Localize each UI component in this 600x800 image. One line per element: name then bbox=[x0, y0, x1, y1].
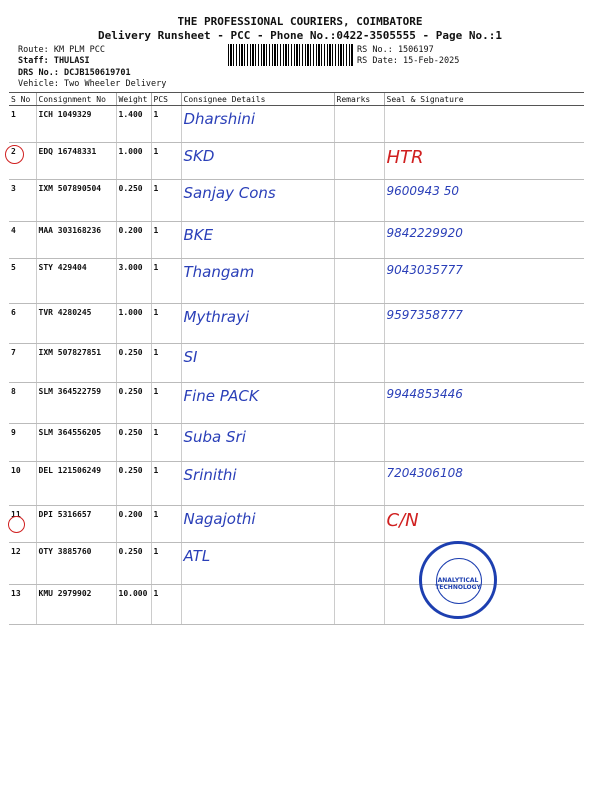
row-consignee bbox=[181, 585, 334, 625]
row-signature: 9600943 50 bbox=[384, 180, 584, 222]
row-consignment-no: STY 429404 bbox=[36, 259, 116, 304]
col-header-sno: S No bbox=[9, 93, 36, 106]
row-consignment-no: ICH 1049329 bbox=[36, 106, 116, 143]
table-row bbox=[9, 106, 584, 143]
row-weight: 0.250 bbox=[116, 462, 151, 506]
row-sno: 10 bbox=[9, 462, 36, 506]
row-pcs: 1 bbox=[151, 585, 181, 625]
table-row bbox=[9, 462, 584, 506]
table-row bbox=[9, 259, 584, 304]
analytical-technology-seal bbox=[419, 541, 497, 619]
barcode-image bbox=[228, 44, 354, 66]
row-consignee: Mythrayi bbox=[181, 304, 334, 344]
row-remarks bbox=[334, 222, 384, 259]
row-sno: 1 bbox=[9, 106, 36, 143]
row-remarks bbox=[334, 424, 384, 462]
row-consignment-no: SLM 364522759 bbox=[36, 383, 116, 424]
col-header-pcs: PCS bbox=[151, 93, 181, 106]
row-pcs: 1 bbox=[151, 424, 181, 462]
row-signature: 7204306108 bbox=[384, 462, 584, 506]
rs-number: RS No.: 1506197 bbox=[357, 45, 434, 55]
row-remarks bbox=[334, 259, 384, 304]
row-pcs: 1 bbox=[151, 383, 181, 424]
route-label: Route: KM PLM PCC bbox=[18, 45, 105, 55]
row-consignee: Nagajothi bbox=[181, 506, 334, 543]
col-header-signature: Seal & Signature bbox=[384, 93, 584, 106]
table-row bbox=[9, 344, 584, 383]
row-sno: 7 bbox=[9, 344, 36, 383]
rs-date: RS Date: 15-Feb-2025 bbox=[357, 56, 460, 66]
row-sno: 13 bbox=[9, 585, 36, 625]
row-consignment-no: KMU 2979902 bbox=[36, 585, 116, 625]
row-consignment-no: TVR 4280245 bbox=[36, 304, 116, 344]
row-signature: C/N bbox=[384, 506, 584, 543]
row-signature: 9597358777 bbox=[384, 304, 584, 344]
row-remarks bbox=[334, 462, 384, 506]
row-sno: 9 bbox=[9, 424, 36, 462]
row-weight: 0.250 bbox=[116, 543, 151, 585]
row-pcs: 1 bbox=[151, 344, 181, 383]
row-weight: 0.200 bbox=[116, 506, 151, 543]
row-remarks bbox=[334, 304, 384, 344]
table-row bbox=[9, 180, 584, 222]
row-signature: 9944853446 bbox=[384, 383, 584, 424]
row-consignee: Suba Sri bbox=[181, 424, 334, 462]
row-pcs: 1 bbox=[151, 462, 181, 506]
drs-number: DRS No.: DCJB150619701 bbox=[18, 68, 131, 78]
row-weight: 10.000 bbox=[116, 585, 151, 625]
row-consignee: Fine PACK bbox=[181, 383, 334, 424]
row-consignee: Dharshini bbox=[181, 106, 334, 143]
row-consignee: Sanjay Cons bbox=[181, 180, 334, 222]
row-consignee: Thangam bbox=[181, 259, 334, 304]
red-circle-mark bbox=[5, 145, 24, 164]
row-consignment-no: SLM 364556205 bbox=[36, 424, 116, 462]
row-consignee: Srinithi bbox=[181, 462, 334, 506]
row-remarks bbox=[334, 585, 384, 625]
row-consignment-no: MAA 303168236 bbox=[36, 222, 116, 259]
row-weight: 0.250 bbox=[116, 424, 151, 462]
table-row bbox=[9, 143, 584, 180]
row-pcs: 1 bbox=[151, 543, 181, 585]
row-weight: 1.000 bbox=[116, 304, 151, 344]
row-consignment-no: OTY 3885760 bbox=[36, 543, 116, 585]
row-pcs: 1 bbox=[151, 222, 181, 259]
row-signature: 9842229920 bbox=[384, 222, 584, 259]
row-sno: 11 bbox=[9, 506, 36, 543]
table-row bbox=[9, 222, 584, 259]
row-signature: HTR bbox=[384, 143, 584, 180]
row-sno: 6 bbox=[9, 304, 36, 344]
row-sno: 4 bbox=[9, 222, 36, 259]
row-signature bbox=[384, 344, 584, 383]
vehicle-label: Vehicle: Two Wheeler Delivery bbox=[18, 79, 167, 89]
row-consignment-no: IXM 507827851 bbox=[36, 344, 116, 383]
row-weight: 0.250 bbox=[116, 383, 151, 424]
table-row bbox=[9, 304, 584, 344]
row-pcs: 1 bbox=[151, 506, 181, 543]
row-signature bbox=[384, 106, 584, 143]
col-header-weight: Weight bbox=[116, 93, 151, 106]
runsheet-table bbox=[9, 92, 584, 625]
row-weight: 0.200 bbox=[116, 222, 151, 259]
row-signature bbox=[384, 424, 584, 462]
red-circle-mark bbox=[8, 516, 25, 533]
row-remarks bbox=[334, 180, 384, 222]
table-header-row bbox=[9, 93, 584, 106]
row-pcs: 1 bbox=[151, 143, 181, 180]
row-weight: 0.250 bbox=[116, 344, 151, 383]
row-consignee: SKD bbox=[181, 143, 334, 180]
document-subtitle: Delivery Runsheet - PCC - Phone No.:0422-3505555 - Page No.:1 bbox=[98, 29, 502, 42]
staff-label: Staff: THULASI bbox=[18, 56, 90, 66]
row-remarks bbox=[334, 506, 384, 543]
row-sno: 3 bbox=[9, 180, 36, 222]
col-header-consignee: Consignee Details bbox=[181, 93, 334, 106]
seal-text: ANALYTICAL TECHNOLOGY bbox=[435, 577, 481, 591]
row-consignee: BKE bbox=[181, 222, 334, 259]
row-weight: 1.400 bbox=[116, 106, 151, 143]
row-sno: 2 bbox=[9, 143, 36, 180]
row-pcs: 1 bbox=[151, 106, 181, 143]
row-remarks bbox=[334, 383, 384, 424]
row-remarks bbox=[334, 543, 384, 585]
table-row bbox=[9, 506, 584, 543]
row-consignment-no: DEL 121506249 bbox=[36, 462, 116, 506]
row-consignment-no: IXM 507890504 bbox=[36, 180, 116, 222]
col-header-remarks: Remarks bbox=[334, 93, 384, 106]
row-pcs: 1 bbox=[151, 304, 181, 344]
document-title: THE PROFESSIONAL COURIERS, COIMBATORE bbox=[177, 15, 423, 28]
col-header-consignment: Consignment No bbox=[36, 93, 116, 106]
row-sno: 8 bbox=[9, 383, 36, 424]
row-signature: 9043035777 bbox=[384, 259, 584, 304]
row-pcs: 1 bbox=[151, 180, 181, 222]
table-row bbox=[9, 424, 584, 462]
row-remarks bbox=[334, 106, 384, 143]
row-sno: 5 bbox=[9, 259, 36, 304]
row-pcs: 1 bbox=[151, 259, 181, 304]
row-consignment-no: EDQ 16748331 bbox=[36, 143, 116, 180]
row-consignee: ATL bbox=[181, 543, 334, 585]
row-weight: 1.000 bbox=[116, 143, 151, 180]
table-row bbox=[9, 543, 584, 585]
row-sno: 12 bbox=[9, 543, 36, 585]
row-remarks bbox=[334, 344, 384, 383]
row-weight: 0.250 bbox=[116, 180, 151, 222]
table-row bbox=[9, 585, 584, 625]
row-consignment-no: DPI 5316657 bbox=[36, 506, 116, 543]
table-row bbox=[9, 383, 584, 424]
row-weight: 3.000 bbox=[116, 259, 151, 304]
row-remarks bbox=[334, 143, 384, 180]
row-consignee: SI bbox=[181, 344, 334, 383]
